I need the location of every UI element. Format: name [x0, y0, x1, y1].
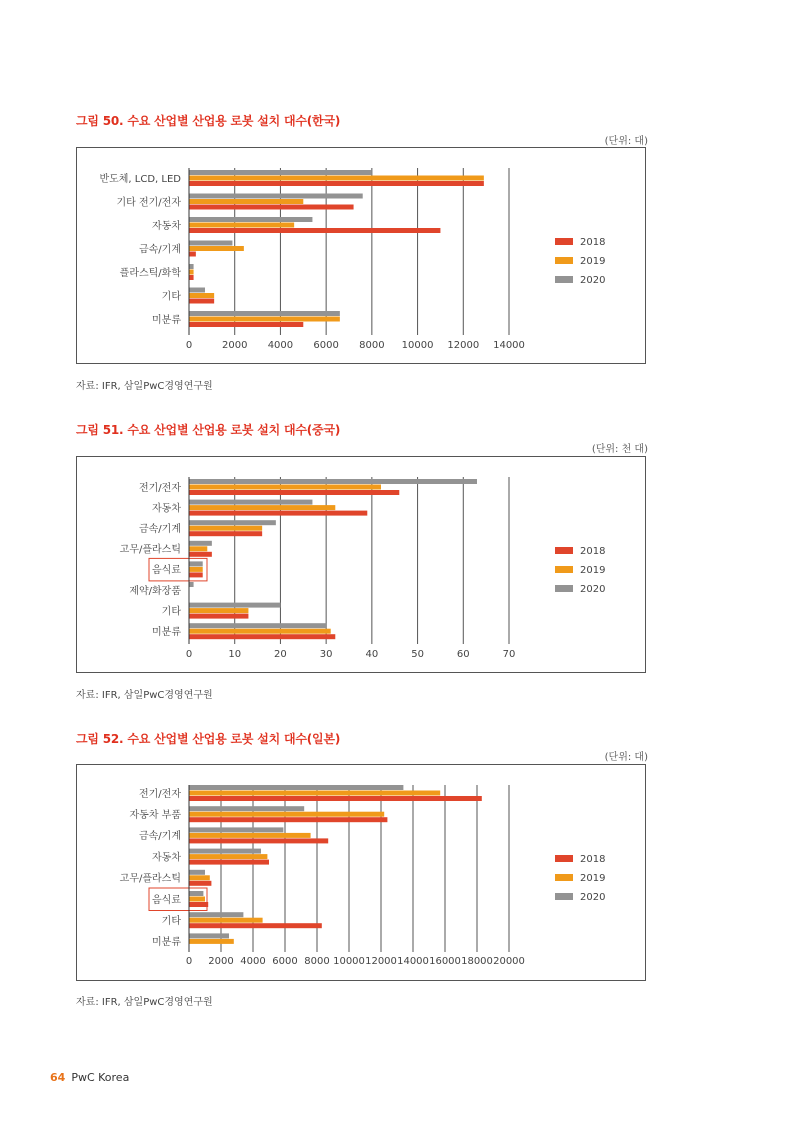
x-tick-label: 8000: [304, 956, 330, 967]
bar-2019: [189, 176, 484, 181]
unit-label: (단위: 대): [604, 136, 648, 147]
category-label: 음식료: [152, 565, 181, 577]
category-label: 자동차: [152, 852, 181, 864]
x-tick-label: 70: [502, 649, 516, 660]
bar-2020: [189, 541, 212, 546]
bar-2019: [189, 608, 248, 613]
x-tick-label: 12000: [365, 956, 397, 967]
bar-2020: [189, 561, 203, 566]
bar-2018: [189, 490, 399, 495]
figure-title: 그림 51. 수요 산업별 산업용 로봇 설치 대수(중국): [76, 423, 341, 437]
x-tick-label: 6000: [272, 956, 298, 967]
bar-2020: [189, 217, 312, 222]
x-tick-label: 10000: [401, 340, 434, 351]
x-tick-label: 6000: [313, 340, 339, 351]
legend-label: 2018: [580, 237, 606, 248]
category-label: 고무/플라스틱: [119, 873, 181, 885]
unit-label: (단위: 대): [604, 752, 648, 763]
x-tick-label: 4000: [240, 956, 266, 967]
chart-frame-japan: [76, 764, 646, 981]
category-label: 미분류: [152, 626, 181, 638]
x-tick-label: 16000: [429, 956, 461, 967]
bar-2019: [189, 246, 244, 251]
bar-2019: [189, 918, 263, 923]
bar-2018: [189, 902, 208, 907]
bar-2018: [189, 228, 440, 233]
bar-2018: [189, 205, 354, 210]
legend-swatch-2020: [555, 893, 573, 900]
bar-2019: [189, 875, 210, 880]
bar-2019: [189, 199, 303, 204]
legend-label: 2018: [580, 546, 606, 557]
legend-swatch-2020: [555, 585, 573, 592]
bar-2018: [189, 322, 303, 327]
x-tick-label: 10000: [333, 956, 365, 967]
x-tick-label: 12000: [447, 340, 480, 351]
legend-label: 2020: [580, 892, 606, 903]
bar-2019: [189, 505, 335, 510]
category-label: 금속/기계: [138, 244, 181, 256]
footer-brand: PwC Korea: [71, 1071, 130, 1084]
bar-2020: [189, 827, 283, 832]
bar-2020: [189, 264, 194, 269]
bar-2018: [189, 299, 214, 304]
category-label: 미분류: [152, 314, 181, 326]
legend-swatch-2019: [555, 257, 573, 264]
bar-2020: [189, 870, 205, 875]
figure-title: 그림 50. 수요 산업별 산업용 로봇 설치 대수(한국): [76, 114, 341, 128]
category-label: 반도체, LCD, LED: [99, 173, 181, 185]
bar-2020: [189, 891, 203, 896]
x-tick-label: 30: [319, 649, 333, 660]
bar-2020: [189, 623, 326, 628]
x-tick-label: 10: [228, 649, 242, 660]
legend-swatch-2018: [555, 238, 573, 245]
page-number: 64: [50, 1071, 66, 1084]
x-tick-label: 2000: [208, 956, 234, 967]
bar-2020: [189, 582, 194, 587]
source-note: 자료: IFR, 삼일PwC경영연구원: [76, 381, 213, 392]
category-label: 음식료: [152, 894, 181, 906]
legend-label: 2018: [580, 854, 606, 865]
bar-2020: [189, 933, 229, 938]
legend-swatch-2020: [555, 276, 573, 283]
bar-2020: [189, 500, 312, 505]
legend-swatch-2018: [555, 547, 573, 554]
bar-2019: [189, 526, 262, 531]
chart-frame-korea: [76, 147, 646, 364]
bar-2019: [189, 546, 207, 551]
bar-2020: [189, 603, 280, 608]
bar-2020: [189, 311, 340, 316]
legend-swatch-2018: [555, 855, 573, 862]
legend-label: 2020: [580, 584, 606, 595]
category-label: 금속/기계: [138, 831, 181, 843]
bar-2020: [189, 912, 243, 917]
bar-2020: [189, 785, 403, 790]
x-tick-label: 20000: [493, 956, 525, 967]
category-label: 금속/기계: [138, 523, 181, 535]
bar-2018: [189, 531, 262, 536]
figure-title: 그림 52. 수요 산업별 산업용 로봇 설치 대수(일본): [76, 732, 341, 746]
bar-2019: [189, 897, 205, 902]
x-tick-label: 8000: [359, 340, 385, 351]
source-note: 자료: IFR, 삼일PwC경영연구원: [76, 690, 213, 701]
x-tick-label: 14000: [493, 340, 525, 351]
x-tick-label: 20: [274, 649, 287, 660]
x-tick-label: 0: [185, 649, 193, 660]
page-footer: [50, 1071, 129, 1084]
category-label: 자동차: [152, 503, 181, 515]
bar-2018: [189, 881, 211, 886]
category-label: 기타: [161, 915, 181, 927]
bar-2018: [189, 838, 328, 843]
bar-2018: [189, 817, 387, 822]
x-tick-label: 14000: [397, 956, 429, 967]
unit-label: (단위: 천 대): [591, 444, 648, 455]
bar-2020: [189, 479, 477, 484]
bar-chart-korea: [77, 148, 647, 365]
category-label: 자동차 부품: [129, 809, 181, 821]
legend-label: 2019: [580, 565, 606, 576]
category-label: 기타 전기/전자: [116, 197, 181, 209]
x-tick-label: 50: [411, 649, 424, 660]
legend-swatch-2019: [555, 874, 573, 881]
bar-2018: [189, 923, 322, 928]
x-tick-label: 0: [185, 956, 193, 967]
category-label: 기타: [161, 291, 181, 303]
bar-2019: [189, 629, 331, 634]
bar-2019: [189, 812, 384, 817]
bar-2020: [189, 170, 372, 175]
source-note: 자료: IFR, 삼일PwC경영연구원: [76, 997, 213, 1008]
bar-2019: [189, 485, 381, 490]
bar-2018: [189, 614, 248, 619]
category-label: 미분류: [152, 937, 181, 949]
category-label: 전기/전자: [138, 788, 181, 800]
bar-2018: [189, 634, 335, 639]
bar-2019: [189, 939, 234, 944]
category-label: 자동차: [152, 220, 181, 232]
bar-2020: [189, 288, 205, 293]
bar-2020: [189, 520, 276, 525]
bar-2020: [189, 806, 304, 811]
bar-2019: [189, 317, 340, 322]
bar-chart-japan: [77, 765, 647, 982]
bar-2019: [189, 223, 294, 228]
bar-2020: [189, 849, 261, 854]
bar-2019: [189, 270, 194, 275]
x-tick-label: 2000: [221, 340, 248, 351]
x-tick-label: 40: [365, 649, 379, 660]
category-label: 전기/전자: [138, 482, 181, 494]
x-tick-label: 18000: [461, 956, 493, 967]
chart-frame-china: [76, 456, 646, 673]
legend-swatch-2019: [555, 566, 573, 573]
x-tick-label: 0: [185, 340, 193, 351]
bar-2019: [189, 567, 203, 572]
bar-2020: [189, 194, 363, 199]
bar-2018: [189, 860, 269, 865]
bar-2020: [189, 241, 232, 246]
legend-label: 2019: [580, 873, 606, 884]
bar-2018: [189, 796, 482, 801]
x-tick-label: 4000: [267, 340, 294, 351]
bar-2018: [189, 552, 212, 557]
legend-label: 2019: [580, 256, 606, 267]
category-label: 플라스틱/화학: [119, 267, 181, 279]
category-label: 기타: [161, 606, 181, 618]
bar-2019: [189, 854, 267, 859]
category-label: 제약/화장품: [129, 585, 181, 597]
bar-2018: [189, 252, 196, 257]
bar-2019: [189, 293, 214, 298]
bar-2018: [189, 181, 484, 186]
bar-chart-china: [77, 457, 647, 674]
bar-2018: [189, 511, 367, 516]
bar-2018: [189, 275, 194, 280]
legend-label: 2020: [580, 275, 606, 286]
x-tick-label: 60: [456, 649, 470, 660]
bar-2018: [189, 572, 203, 577]
category-label: 고무/플라스틱: [119, 544, 181, 556]
bar-2019: [189, 791, 440, 796]
bar-2019: [189, 833, 311, 838]
